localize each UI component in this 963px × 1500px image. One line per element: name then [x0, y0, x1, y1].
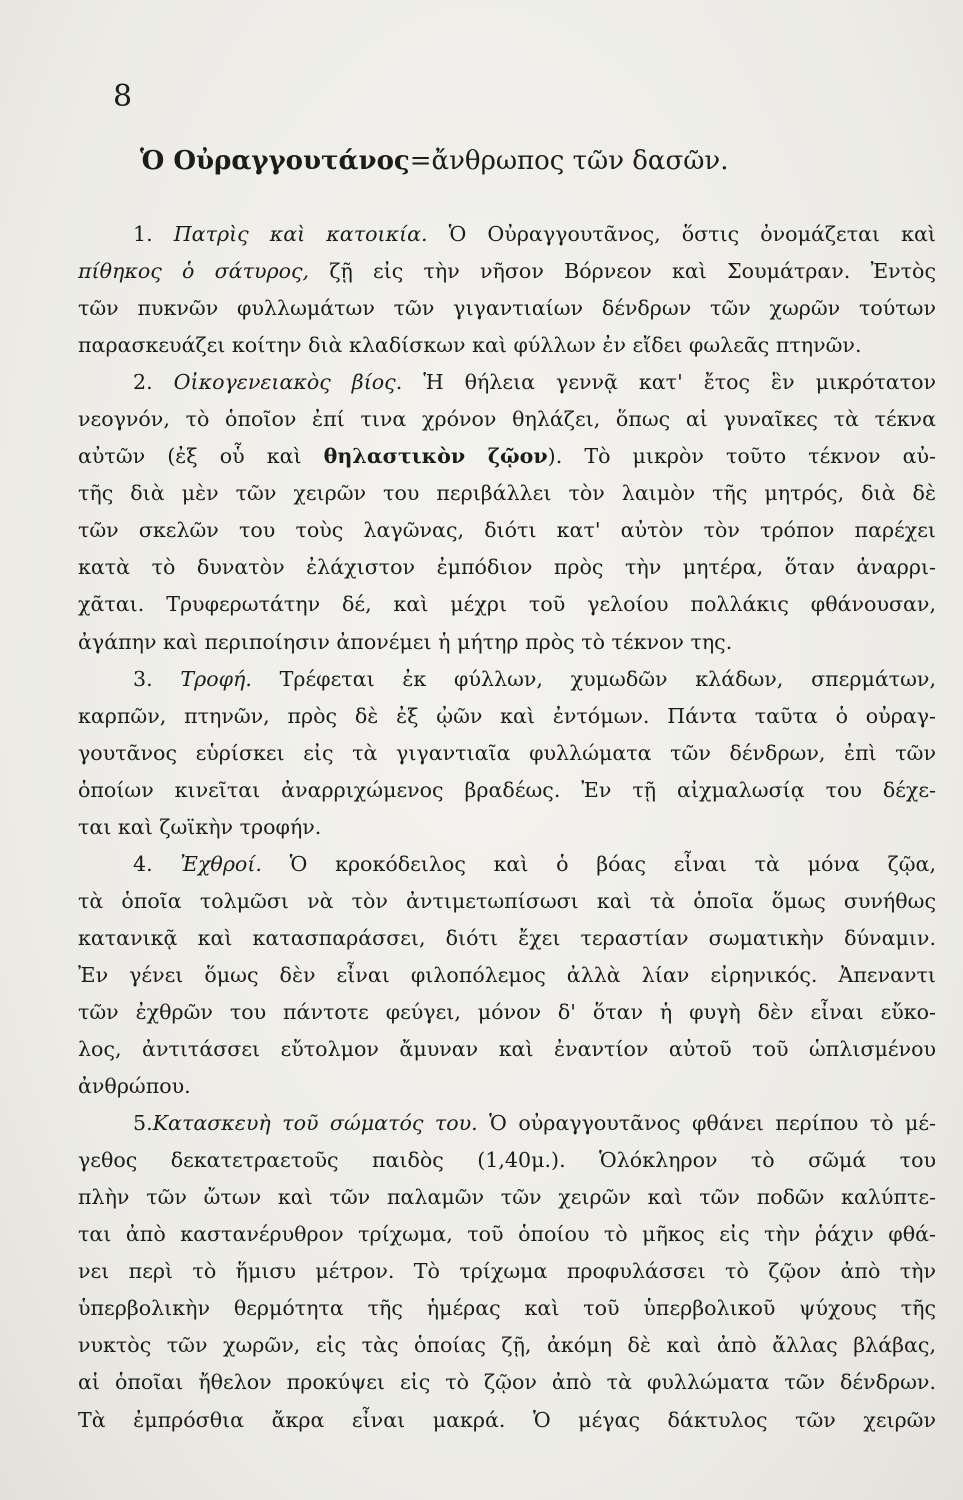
text-segment: 3.: [133, 666, 181, 691]
text-line: [78, 364, 936, 401]
text-line: [78, 475, 936, 512]
text-line: [78, 327, 936, 364]
text-segment: τῶν σκελῶν του τοὺς λαγῶνας, διότι κατ' αὐτὸν τὸν τρόπον παρέχει: [78, 518, 936, 543]
chapter-title-subtitle: =ἄνθρωπος τῶν δασῶν.: [409, 146, 729, 176]
text-segment: τῶν ἐχθρῶν του πάντοτε φεύγει, μόνον δ' ὅταν ἡ φυγὴ δὲν εἶναι εὔκο-: [78, 999, 936, 1024]
text-line: [78, 920, 936, 957]
text-segment: Ὁ Οὐραγγουτᾶνος, ὅστις ὀνομάζεται καὶ: [427, 222, 936, 246]
text-line: [78, 1364, 936, 1401]
text-line: [78, 1216, 936, 1253]
text-line: [78, 809, 936, 846]
text-line: [78, 883, 936, 920]
text-line: [78, 1031, 936, 1068]
text-segment: παρασκευάζει κοίτην διὰ κλαδίσκων καὶ φύλλων ἐν εἴδει φωλεᾶς πτηνῶν.: [78, 333, 862, 358]
text-segment: καρπῶν, πτηνῶν, πρὸς δὲ ἐξ ᾠῶν καὶ ἐντόμων. Πάντα ταῦτα ὁ οὐραγ-: [78, 703, 936, 728]
text-segment: νεογνόν, τὸ ὁποῖον ἐπί τινα χρόνον θηλάζει, ὅπως αἱ γυναῖκες τὰ τέκνα: [78, 407, 936, 432]
text-segment: Τρέφεται ἐκ φύλλων, χυμωδῶν κλάδων, σπερμάτων,: [251, 666, 936, 691]
page-number: 8: [113, 79, 133, 114]
text-line: [78, 624, 936, 661]
text-line: [78, 1253, 936, 1290]
text-line: [78, 994, 936, 1031]
section-heading: Κατασκευὴ τοῦ σώματός του.: [152, 1111, 478, 1136]
text-segment: τῆς διὰ μὲν τῶν χειρῶν του περιβάλλει τὸν λαιμὸν τῆς μητρός, διὰ δὲ: [78, 481, 936, 506]
text-segment: 2.: [133, 370, 174, 395]
bold-term: θηλαστικὸν ζῷον: [323, 444, 548, 469]
text-line: [78, 1068, 936, 1105]
section-heading: Ἐχθροί.: [180, 851, 262, 876]
text-line: [78, 735, 936, 772]
text-segment: ). Τὸ μικρὸν τοῦτο τέκνον αὐ-: [547, 444, 936, 469]
section-heading: Τροφή.: [180, 666, 252, 691]
text-segment: κατανικᾷ καὶ κατασπαράσσει, διότι ἔχει τεραστίαν σωματικὴν δύναμιν.: [78, 925, 936, 950]
text-line: [78, 216, 936, 253]
section-heading: πίθηκος ὁ σάτυρος,: [78, 259, 310, 284]
text-segment: ται ἀπὸ καστανέρυθρον τρίχωμα, τοῦ ὁποίου τὸ μῆκος εἰς τὴν ῥάχιν φθά-: [78, 1222, 936, 1247]
text-line: [78, 1290, 936, 1327]
text-line: [78, 1402, 936, 1439]
text-line: [78, 401, 936, 438]
text-line: [78, 290, 936, 327]
text-segment: ζῇ εἰς τὴν νῆσον Βόρνεον καὶ Σουμάτραν. Ἐντὸς: [309, 259, 936, 284]
text-line: [78, 1105, 936, 1142]
text-segment: χᾶται. Τρυφερωτάτην δέ, καὶ μέχρι τοῦ γελοίου πολλάκις φθάνουσαν,: [78, 592, 936, 617]
text-segment: ὁποίων κινεῖται ἀναρριχώμενος βραδέως. Ἐν τῇ αἰχμαλωσίᾳ του δέχε-: [78, 777, 936, 802]
text-segment: Ἐν γένει ὅμως δὲν εἶναι φιλοπόλεμος ἀλλὰ λίαν εἰρηνικός. Ἀπεναντι: [78, 962, 936, 987]
text-segment: νει περὶ τὸ ἥμισυ μέτρον. Τὸ τρίχωμα προφυλάσσει τὸ ζῷον ἀπὸ τὴν: [78, 1259, 936, 1284]
body-text: [78, 216, 936, 1439]
text-line: [78, 1327, 936, 1364]
text-line: [78, 253, 936, 290]
text-line: [78, 661, 936, 698]
chapter-title-main: Ὁ Οὐραγγουτάνος: [140, 146, 410, 176]
text-segment: πλὴν τῶν ὤτων καὶ τῶν παλαμῶν τῶν χειρῶν καὶ τῶν ποδῶν καλύπτε-: [78, 1185, 936, 1210]
section-heading: Πατρὶς καὶ κατοικία.: [173, 222, 428, 246]
text-segment: νυκτὸς τῶν χωρῶν, εἰς τὰς ὁποίας ζῇ, ἀκόμη δὲ καὶ ἀπὸ ἄλλας βλάβας,: [78, 1333, 936, 1358]
text-segment: ἀνθρώπου.: [78, 1074, 191, 1099]
chapter-title: [140, 146, 900, 177]
text-segment: τὰ ὁποῖα τολμῶσι νὰ τὸν ἀντιμετωπίσωσι καὶ τὰ ὁποῖα ὅμως συνήθως: [78, 888, 936, 913]
text-segment: ὑπερβολικὴν θερμότητα τῆς ἡμέρας καὶ τοῦ ὑπερβολικοῦ ψύχους τῆς: [78, 1296, 936, 1321]
text-segment: ἀγάπην καὶ περιποίησιν ἀπονέμει ἡ μήτηρ πρὸς τὸ τέκνον της.: [78, 629, 733, 654]
text-line: [78, 698, 936, 735]
text-segment: γουτᾶνος εὑρίσκει εἰς τὰ γιγαντιαῖα φυλλώματα τῶν δένδρων, ἐπὶ τῶν: [78, 740, 936, 765]
text-line: [78, 549, 936, 586]
text-segment: 5.: [133, 1111, 153, 1136]
text-segment: λος, ἀντιτάσσει εὔτολμον ἄμυναν καὶ ἐναντίον αὐτοῦ τοῦ ὡπλισμένου: [78, 1037, 936, 1062]
text-line: [78, 438, 936, 475]
text-segment: γεθος δεκατετραετοῦς παιδὸς (1,40μ.). Ὁλόκληρον τὸ σῶμά του: [78, 1148, 936, 1173]
text-segment: Ὁ οὐραγγουτᾶνος φθάνει περίπου τὸ μέ-: [477, 1111, 936, 1136]
text-line: [78, 512, 936, 549]
text-line: [78, 846, 936, 883]
text-line: [78, 586, 936, 623]
text-line: [78, 772, 936, 809]
text-segment: αἱ ὁποῖαι ἤθελον προκύψει εἰς τὸ ζῷον ἀπὸ τὰ φυλλώματα τῶν δένδρων.: [78, 1370, 936, 1395]
text-line: [78, 1142, 936, 1179]
text-line: [78, 1179, 936, 1216]
text-segment: τῶν πυκνῶν φυλλωμάτων τῶν γιγαντιαίων δένδρων τῶν χωρῶν τούτων: [78, 296, 936, 321]
section-heading: Οἰκογενειακὸς βίος.: [173, 370, 403, 395]
text-segment: αὐτῶν (ἐξ οὗ καὶ: [78, 444, 324, 469]
text-segment: ται καὶ ζωϊκὴν τροφήν.: [78, 814, 322, 839]
text-line: [78, 957, 936, 994]
text-segment: 4.: [133, 851, 181, 876]
text-segment: Ἡ θήλεια γεννᾷ κατ' ἔτος ἓν μικρότατον: [402, 370, 936, 395]
text-segment: κατὰ τὸ δυνατὸν ἐλάχιστον ἐμπόδιον πρὸς τὴν μητέρα, ὅταν ἀναρρι-: [78, 555, 936, 580]
text-segment: Ὁ κροκόδειλος καὶ ὁ βόας εἶναι τὰ μόνα ζῷα,: [261, 851, 936, 876]
text-segment: Τὰ ἐμπρόσθια ἄκρα εἶναι μακρά. Ὁ μέγας δάκτυλος τῶν χειρῶν: [78, 1407, 936, 1432]
text-segment: 1.: [133, 222, 174, 246]
